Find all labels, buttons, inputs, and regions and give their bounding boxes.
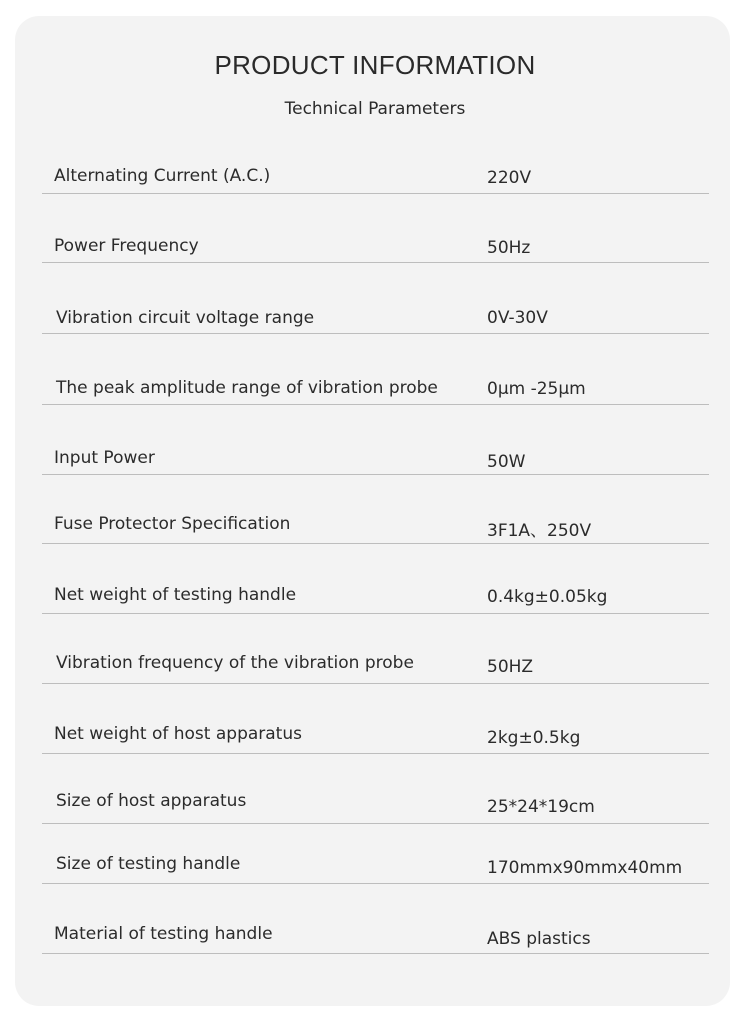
spec-label: Material of testing handle (54, 924, 273, 944)
spec-row-handle-weight (42, 571, 709, 614)
spec-value: 3F1A、250V (487, 521, 592, 541)
spec-label: Vibration circuit voltage range (56, 308, 315, 328)
spec-row-fuse-protector (42, 502, 709, 544)
spec-value: 50W (487, 452, 526, 472)
spec-label: Size of host apparatus (56, 791, 247, 811)
spec-value: 220V (487, 168, 532, 188)
spec-row-host-weight (42, 712, 709, 754)
spec-row-handle-size (42, 841, 709, 884)
spec-value: 50HZ (487, 657, 534, 677)
spec-row-input-power (42, 432, 709, 475)
spec-row-ac (42, 150, 709, 194)
spec-label: Size of testing handle (56, 854, 241, 874)
spec-label: Alternating Current (A.C.) (54, 166, 271, 186)
spec-label: Vibration frequency of the vibration probe (56, 653, 414, 673)
spec-label: Power Frequency (54, 236, 199, 256)
spec-label: Fuse Protector Specification (54, 514, 291, 534)
spec-row-peak-amplitude (42, 362, 709, 405)
spec-value: 0.4kg±0.05kg (487, 587, 608, 607)
spec-value: 0μm -25μm (487, 379, 586, 399)
spec-row-handle-material (42, 912, 709, 954)
spec-label: Net weight of testing handle (54, 585, 297, 605)
spec-row-power-frequency (42, 220, 709, 263)
spec-value: 25*24*19cm (487, 797, 595, 817)
spec-row-voltage-range (42, 290, 709, 334)
page-title: PRODUCT INFORMATION (214, 50, 536, 80)
spec-value: ABS plastics (487, 929, 591, 949)
spec-value: 50Hz (487, 238, 531, 258)
spec-label: Net weight of host apparatus (54, 724, 302, 744)
spec-label: Input Power (54, 448, 155, 468)
spec-label: The peak amplitude range of vibration probe (56, 378, 438, 398)
page-subtitle: Technical Parameters (284, 99, 466, 119)
spec-value: 170mmx90mmx40mm (487, 858, 683, 878)
spec-row-host-size (42, 781, 709, 824)
spec-value: 0V-30V (487, 308, 548, 328)
spec-row-probe-frequency (42, 641, 709, 684)
spec-value: 2kg±0.5kg (487, 728, 581, 748)
